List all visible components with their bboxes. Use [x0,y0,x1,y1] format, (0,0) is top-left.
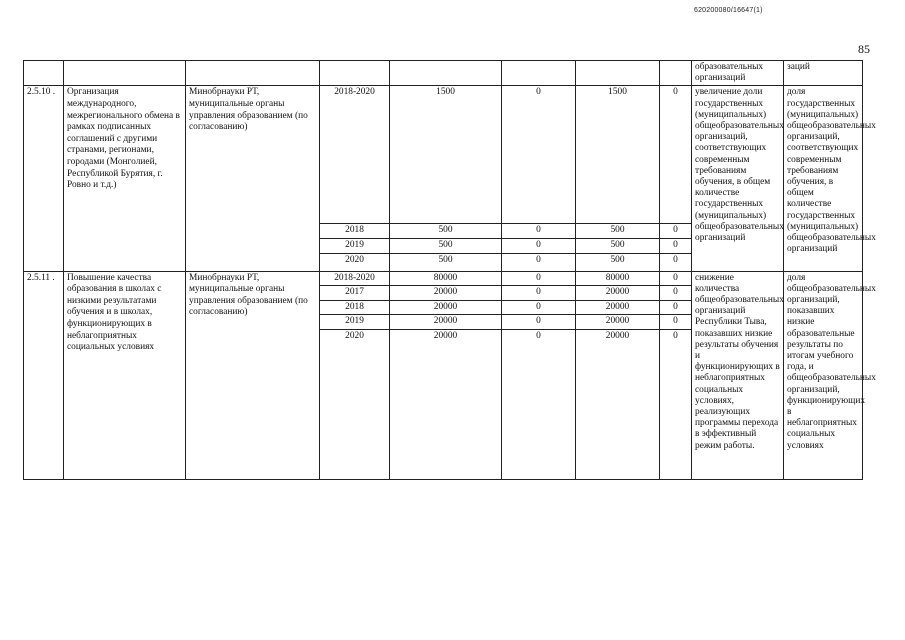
regional-amount: 500 [576,224,660,239]
total-amount: 20000 [390,286,502,301]
total-amount: 80000 [390,271,502,286]
other-amount: 0 [660,224,692,239]
row-number: 2.5.10 . [24,86,64,271]
federal-amount: 0 [502,315,576,330]
other-amount: 0 [660,286,692,301]
total-amount: 500 [390,239,502,254]
period: 2018-2020 [320,86,390,224]
target: доля общеобразовательных организаций, показавших низкие образовательные результаты по итогам учебного года, и общеобразовательных организаций, функционирующих в неблагоприятных социальных условиях [784,271,863,479]
total-amount: 20000 [390,329,502,479]
regional-amount: 20000 [576,286,660,301]
federal-amount: 0 [502,286,576,301]
target-cell: заций [784,61,863,86]
cell-empty [660,61,692,86]
period: 2019 [320,239,390,254]
cell-empty [576,61,660,86]
regional-amount: 80000 [576,271,660,286]
indicator: увеличение доли государственных (муниципальных) общеобразовательных организаций, соответствующих современным требованиям обучения, в общем количестве государственных (муниципальных) общеобразовательных организаций [692,86,784,271]
regional-amount: 20000 [576,315,660,330]
federal-amount: 0 [502,300,576,315]
regional-amount: 1500 [576,86,660,224]
period: 2017 [320,286,390,301]
cell-empty [64,61,186,86]
regional-amount: 20000 [576,329,660,479]
period: 2020 [320,253,390,271]
other-amount: 0 [660,253,692,271]
total-amount: 500 [390,224,502,239]
regional-amount: 500 [576,239,660,254]
cell-empty [24,61,64,86]
regional-amount: 20000 [576,300,660,315]
total-amount: 20000 [390,300,502,315]
target: доля государственных (муниципальных) общеобразовательных организаций, соответствующих современным требованиям обучения, в общем количестве государственных (муниципальных) общеобразовательных организаций [784,86,863,271]
period: 2018 [320,300,390,315]
federal-amount: 0 [502,271,576,286]
indicator: снижение количества общеобразовательных организаций Республики Тыва, показавших низкие результаты обучения и функционирующих в неблагоприятных социальных условиях, реализующих программы перехода в эффективный режим работы. [692,271,784,479]
executor: Минобрнауки РТ, муниципальные органы управления образованием (по согласованию) [186,271,320,479]
page-number: 85 [858,42,870,56]
federal-amount: 0 [502,86,576,224]
indicator-cell: образовательных организаций [692,61,784,86]
total-amount: 1500 [390,86,502,224]
cell-empty [502,61,576,86]
total-amount: 500 [390,253,502,271]
federal-amount: 0 [502,239,576,254]
row-number: 2.5.11 . [24,271,64,479]
cell-empty [320,61,390,86]
program-measures-table [23,60,876,480]
other-amount: 0 [660,300,692,315]
period: 2018-2020 [320,271,390,286]
period: 2019 [320,315,390,330]
other-amount: 0 [660,86,692,224]
federal-amount: 0 [502,329,576,479]
continuation-row [24,61,863,86]
other-amount: 0 [660,315,692,330]
document-id: 620200080/16647(1) [694,7,763,14]
measure-name: Повышение качества образования в школах с низкими результатами обучения и в школах, функционирующих в неблагоприятных социальных условиях [64,271,186,479]
regional-amount: 500 [576,253,660,271]
table-row [24,86,863,224]
table-row [24,271,863,286]
cell-empty [390,61,502,86]
total-amount: 20000 [390,315,502,330]
period: 2020 [320,329,390,479]
federal-amount: 0 [502,253,576,271]
executor: Минобрнауки РТ, муниципальные органы управления образованием (по согласованию) [186,86,320,271]
other-amount: 0 [660,271,692,286]
other-amount: 0 [660,239,692,254]
period: 2018 [320,224,390,239]
other-amount: 0 [660,329,692,479]
federal-amount: 0 [502,224,576,239]
measure-name: Организация международного, межрегионального обмена в рамках подписанных соглашений с другими странами, регионами, городами (Монголией, Республикой Бурятия, г. Ровно и т.д.) [64,86,186,271]
cell-empty [186,61,320,86]
